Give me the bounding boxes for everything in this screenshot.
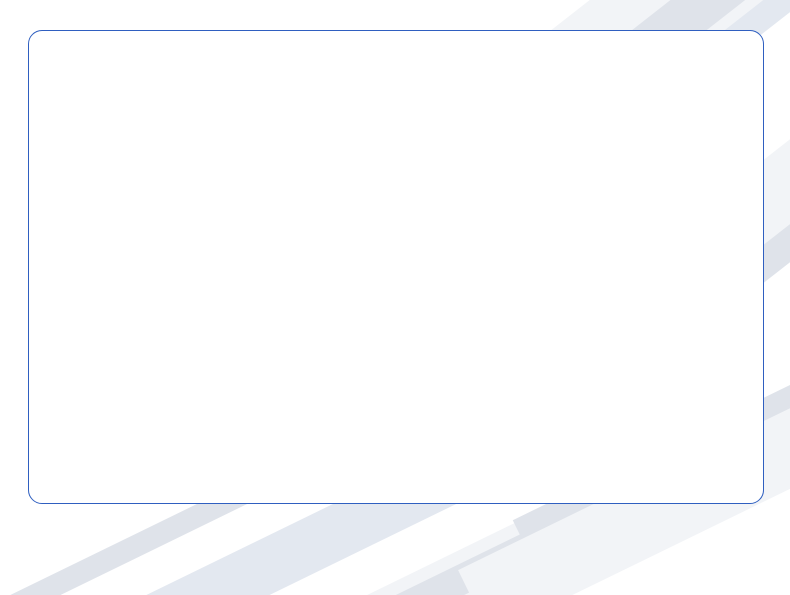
content-card: [28, 30, 764, 504]
